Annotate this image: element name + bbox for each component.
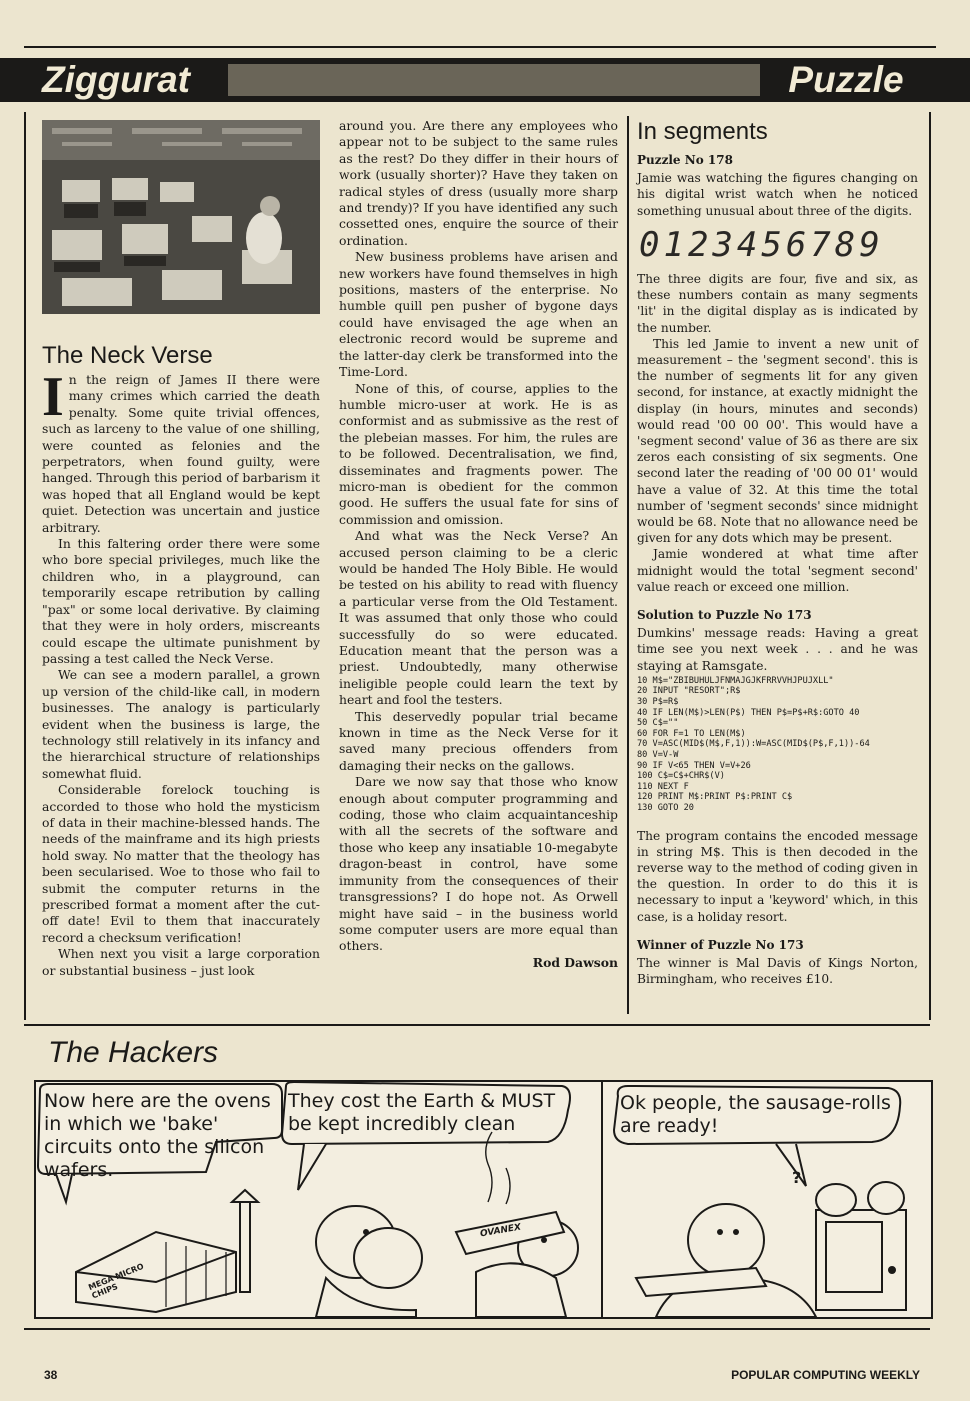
code-line: 70 V=ASC(MID$(M$,F,1)):W=ASC(MID$(P$,F,1))-64: [637, 739, 870, 750]
solution-title: Solution to Puzzle No 173: [637, 608, 812, 623]
article-title: The Neck Verse: [42, 342, 213, 369]
article-paragraph: This deservedly popular trial became known in time as the Neck Verse for it saved many precious offenders from damaging their necks on the gallows.: [339, 708, 618, 773]
article-paragraph: We can see a modern parallel, a grown up version of the child-like call, in modern businesses. The analogy is particularly evident when the business is large, the technology still relatively in its infancy and the hierarchical structure of relationships somewhat fluid.: [42, 667, 320, 781]
top-rule: [24, 46, 936, 48]
comic-title: The Hackers: [48, 1036, 219, 1069]
code-line: 10 M$="ZBIBUHULJFNMAJGJKFRRVVHJPUJXLL": [637, 675, 834, 686]
puzzle-title: In segments: [637, 118, 768, 145]
code-line: 50 C$="": [637, 718, 679, 729]
article-author: Rod Dawson: [532, 954, 618, 970]
code-line: 90 IF V<65 THEN V=V+26: [637, 760, 751, 771]
oven-label: OVANEX: [479, 1222, 522, 1240]
article-paragraph: In this faltering order there were some who bore special privileges, much like the children who, in a playground, can temporarily escape retribution by calling "pax" or some local derivative. By claiming that they were in holy orders, miscreants could escape the ultimate punishment by passing a test called the Neck Verse.: [42, 536, 320, 666]
puzzle-column: [637, 118, 918, 987]
puzzle-intro: Jamie was watching the figures changing on his digital wrist watch when he noticed something unusual about three of the digits.: [637, 171, 918, 218]
article-column-2: [339, 118, 618, 971]
drop-cap: I: [42, 366, 64, 428]
article-lead-paragraph: [42, 366, 320, 536]
article-paragraph: When next you visit a large corporation or substantial business – just look: [42, 946, 320, 978]
comic-divider: [24, 1024, 930, 1026]
article-column-1: [42, 342, 320, 979]
right-border: [929, 112, 931, 1020]
article-paragraph: Dare we now say that those who know enough about computer programming and coding, those who claim acquaintanceship with all the secrets of the software and those who keep any insatiable 10-megabyte dragon-beast in control, have some immunity from the consequences of their transgressions? I do hope not. As Orwell might have said – in the business world some computer users are more equal than others.: [339, 774, 618, 954]
code-line: 60 FOR F=1 TO LEN(M$): [637, 728, 746, 739]
speech-bubble-3: Ok people, the sausage-rolls are ready!: [620, 1092, 891, 1137]
program-note: The program contains the encoded message in string M$. This is then decoded in the reverse way to the method of coding given in the question. In order to do this it is necessary to input a 'keyword' which, in this case, is a holiday resort.: [637, 828, 918, 924]
comic-strip: [34, 1080, 933, 1319]
office-photo: [42, 120, 320, 314]
solution-text: Dumkins' message reads: Having a great time see you next week . . . and he was staying at Ramsgate.: [637, 626, 918, 673]
publication-name: POPULAR COMPUTING WEEKLY: [731, 1368, 920, 1382]
code-line: 80 V=V-W: [637, 750, 679, 761]
header-band-texture: [226, 64, 760, 96]
code-line: 100 C$=C$+CHR$(V): [637, 771, 725, 782]
article-paragraph: New business problems have arisen and new workers have found themselves in high positions, masters of the enterprise. No humble quill pen pusher of bygone days could have envisaged the age when an electronic record would be supreme and the latter-day clerk be transformed into the Time-Lord.: [339, 249, 618, 380]
winner-text: The winner is Mal Davis of Kings Norton, Birmingham, who receives £10.: [637, 956, 918, 987]
bottom-rule: [24, 1328, 930, 1330]
section-tag-puzzle: Puzzle: [772, 58, 920, 102]
puzzle-number: Puzzle No 178: [637, 153, 733, 167]
article-paragraph: And what was the Neck Verse? An accused person claiming to be a cleric would be handed The Holy Bible. He would be tested on his ability to read with fluency a particular verse from the Old Testament. It was assumed that only those who could successfully do so were educated. Education meant that the person was a priest. Undoubtedly, many otherwise ineligible people could learn the text by heart and fool the testers.: [339, 528, 618, 708]
question-mark: ?: [792, 1168, 802, 1187]
code-line: 30 P$=R$: [637, 697, 679, 708]
code-line: 130 GOTO 20: [637, 803, 694, 814]
code-line: 110 NEXT F: [637, 781, 689, 792]
left-border: [24, 112, 26, 1020]
winner-title: Winner of Puzzle No 173: [637, 937, 804, 952]
article-paragraph: None of this, of course, applies to the humble micro-user at work. He is as conformist and as submissive as the rest of the plebeian masses. For him, the rules are to be followed. Decentralisation, we find, disseminates and fragments power. The micro-man is obedient for the common good. He suffers the usual fate for sins of commission and omission.: [339, 380, 618, 527]
code-line: 20 INPUT "RESORT";R$: [637, 686, 741, 697]
speech-bubble-2: They cost the Earth & MUST be kept incredibly clean: [288, 1090, 556, 1135]
column-divider: [627, 116, 629, 1014]
puzzle-paragraph: Jamie wondered at what time after midnight would the total 'segment second' value reach or exceed one million.: [637, 547, 918, 594]
basic-program-listing: [637, 676, 918, 814]
speech-bubble-1: Now here are the ovens in which we 'bake' circuits onto the silicon wafers.: [44, 1090, 271, 1181]
digital-digits: 0123456789: [639, 224, 884, 265]
section-tag-ziggurat: Ziggurat: [34, 58, 228, 102]
article-paragraph: around you. Are there any employees who appear not to be subject to the same rules as the rest? Do they differ in their hours of work (usually shorter)? Have they taken on radical styles of dress (usually more sharp and trendy)? If you have identified any such cossetted ones, enquire the source of their ordination.: [339, 118, 618, 248]
puzzle-paragraph: This led Jamie to invent a new unit of measurement – the 'segment second'. this is the number of segments lit for any given second, for instance, at exactly midnight the display (in hours, minutes and seconds) would read '00 00 00'. This would have a 'segment second' value of 36 as there are six zeros each consisting of six segments. One second later the reading of '00 00 01' would have a value of 32. At this time the total number of 'segment seconds' since midnight would be 68. Note that no allowance need be given for any dots which may be present.: [637, 336, 918, 546]
article-paragraph: Considerable forelock touching is accorded to those who hold the mysticism of data in their machine-blessed hands. The needs of the mainframe and its high priests hold sway. No matter that the theology has been secularised. Woe to those who fail to submit the computer returns in the prescribed format a moment after the cut-off date! Evil to them that inaccurately record a checksum verification!: [42, 782, 320, 945]
article-lead-text: n the reign of James II there were many crimes which carried the death penalty. Some quite trivial offences, such as larceny to the value of one shilling, were counted as felonies and the perpetrators, when found guilty, were hanged. Through this period of barbarism it was hoped that all England would be kept quiet. Detection was uncertain and justice arbitrary.: [42, 372, 320, 535]
page-number: 38: [44, 1368, 58, 1382]
code-line: 120 PRINT M$:PRINT P$:PRINT C$: [637, 792, 793, 803]
building-sign: MEGA MICRO CHIPS: [87, 1261, 146, 1301]
code-line: 40 IF LEN(M$)>LEN(P$) THEN P$=P$+R$:GOTO 40: [637, 707, 860, 718]
puzzle-paragraph: The three digits are four, five and six, as these numbers contain as many segments 'lit' in the digital display as is indicated by the number.: [637, 272, 918, 335]
